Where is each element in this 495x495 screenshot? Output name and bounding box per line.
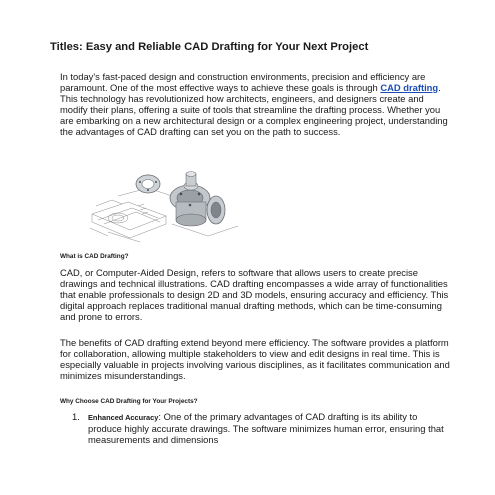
cad-drawing-image [88,166,246,246]
what-paragraph-1: CAD, or Computer-Aided Design, refers to software that allows users to create precise drawings and technical illustrations. CAD drafting encompasses a wide array of functionalities that enable professionals to design 2D and 3D models, ensuring accuracy and efficiency. This digital approach replaces traditional manual drafting methods, which can be time-consuming and prone to errors. [60,267,449,322]
intro-paragraph [60,72,450,137]
list-item-number: 1. [72,411,80,422]
intro-text-end: . This technology has revolutionized how architects, engineers, and designers create and modify their plans, offering a suite of tools that streamline the drafting process. Whether you are embarking on a new architectural design or a complex engineering project, understanding the advantages of CAD drafting can set you on the path to success. [60,81,448,137]
list-item [72,412,452,446]
why-list [72,412,452,446]
section-heading-what: What is CAD Drafting? [60,253,129,260]
list-item-heading: Enhanced Accuracy [88,413,159,422]
list-item-text: : One of the primary advantages of CAD drafting is its ability to produce highly accurate drawings. The software minimizes human error, ensuring that measurements and dimensions [88,411,444,445]
intro-text-start: In today's fast-paced design and construction environments, precision and efficiency are paramount. One of the most effective ways to achieve these goals is through [60,71,426,93]
cad-drafting-link[interactable]: CAD drafting [380,81,439,93]
section-heading-why: Why Choose CAD Drafting for Your Projects? [60,398,198,405]
page-title: Titles: Easy and Reliable CAD Drafting for Your Next Project [50,41,369,53]
what-paragraph-2: The benefits of CAD drafting extend beyond mere efficiency. The software provides a platform for collaboration, allowing multiple stakeholders to view and edit designs in real time. This is especially valuable in projects involving various disciplines, as it facilitates communication and minimizes misunderstandings. [60,337,450,381]
